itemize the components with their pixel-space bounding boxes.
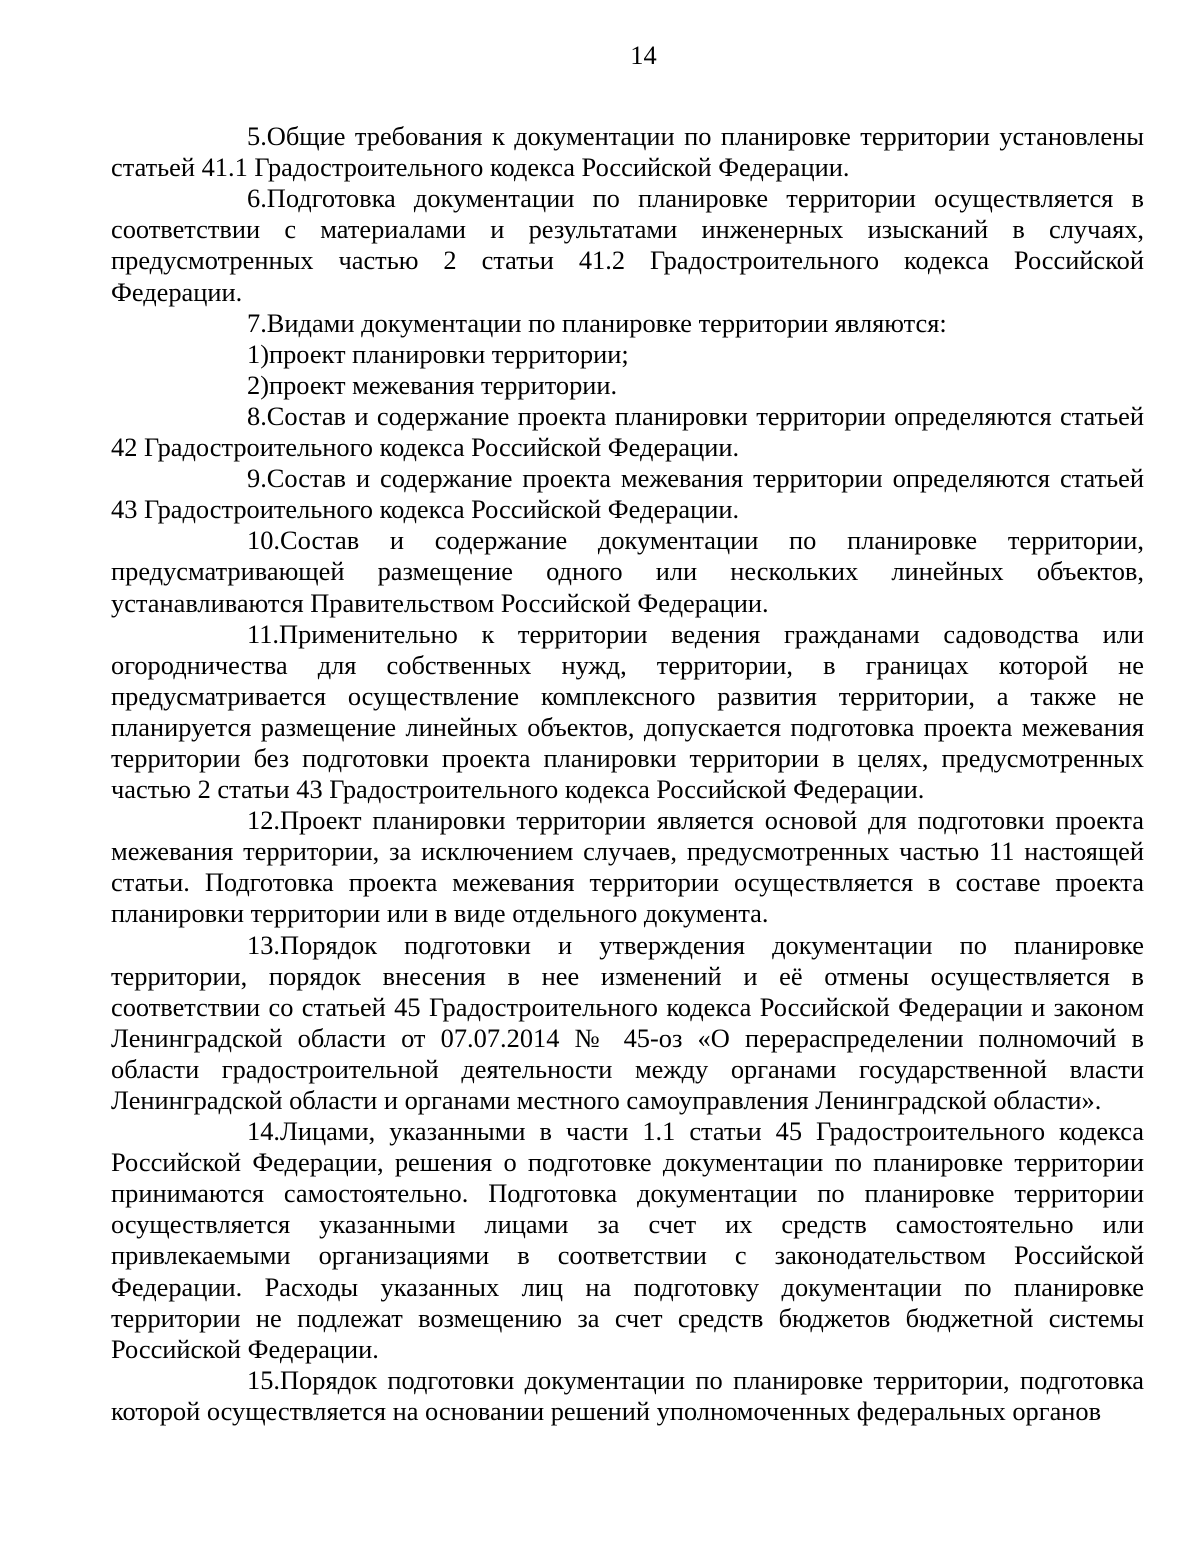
paragraph-number: 5. xyxy=(247,121,267,152)
list-item-text: проект межевания территории. xyxy=(268,369,618,400)
page-number: 14 xyxy=(630,40,657,70)
paragraph-text: Лицами, указанными в части 1.1 статьи 45 Градостроительного кодекса Российской Федерации, решения о подготовке документации по планировке территории принимаются самостоятельно. Подготовка документации по планировке территории осуществляется указанными лицами за счет их средств самостоятельно или привлекаемыми организациями в соответствии с законодательством Российской Федерации. Расходы указанных лиц на подготовку документации по планировке территории не подлежат возмещению за счет средств бюджетов бюджетной системы Российской Федерации. xyxy=(111,1116,1144,1364)
paragraph-11 xyxy=(111,619,1144,806)
paragraph-number: 8. xyxy=(247,400,267,431)
paragraph-text: Порядок подготовки и утверждения документации по планировке территории, порядок внесения в нее изменений и её отмены осуществляется в соответствии со статьей 45 Градостроительного кодекса Российской Федерации и законом Ленинградской области от 07.07.2014 № 45-оз «О перераспределении полномочий в области градостроительной деятельности между органами государственной власти Ленинградской области и органами местного самоуправления Ленинградской области». xyxy=(111,929,1144,1115)
paragraph-text: Состав и содержание проекта планировки территории определяются статьей 42 Градостроительного кодекса Российской Федерации. xyxy=(111,400,1144,463)
paragraph-text: Применительно к территории ведения гражданами садоводства или огородничества для собственных нужд, территории, в границах которой не предусматривается осуществление комплексного развития территории, а также не планируется размещение линейных объектов, допускается подготовка проекта межевания территории без подготовки проекта планировки территории в целях, предусмотренных частью 2 статьи 43 Градостроительного кодекса Российской Федерации. xyxy=(111,618,1144,805)
paragraph-5 xyxy=(111,121,1144,183)
paragraph-number: 9. xyxy=(247,463,267,494)
paragraph-text: Порядок подготовки документации по планировке территории, подготовка которой осуществляется на основании решений уполномоченных федеральных органов xyxy=(111,1364,1144,1426)
paragraph-text: Состав и содержание проекта межевания территории определяются статьей 43 Градостроительного кодекса Российской Федерации. xyxy=(111,463,1144,525)
paragraph-number: 11. xyxy=(247,618,280,649)
paragraph-6 xyxy=(111,183,1144,307)
paragraph-10 xyxy=(111,525,1144,618)
list-item-number: 2) xyxy=(247,369,269,400)
paragraph-number: 12. xyxy=(247,805,280,836)
paragraph-number: 14. xyxy=(247,1116,280,1147)
list-item-2 xyxy=(111,370,1144,401)
paragraph-text: Подготовка документации по планировке территории осуществляется в соответствии с материалами и результатами инженерных изысканий в случаях, предусмотренных частью 2 статьи 41.2 Градостроительного кодекса Российской Федерации. xyxy=(111,183,1144,307)
list-item-number: 1) xyxy=(247,338,269,369)
paragraph-text: Состав и содержание документации по планировке территории, предусматривающей размещение одного или нескольких линейных объектов, устанавливаются Правительством Российской Федерации. xyxy=(111,525,1144,618)
paragraph-13 xyxy=(111,930,1144,1117)
paragraph-9 xyxy=(111,463,1144,525)
list-item-text: проект планировки территории; xyxy=(268,338,629,369)
paragraph-12 xyxy=(111,805,1144,929)
list-item-1 xyxy=(111,339,1144,370)
paragraph-number: 7. xyxy=(247,307,267,338)
paragraph-number: 6. xyxy=(247,183,267,214)
paragraph-text: Видами документации по планировке территории являются: xyxy=(266,307,947,338)
paragraph-8 xyxy=(111,401,1144,463)
paragraph-15 xyxy=(111,1365,1144,1427)
paragraph-number: 15. xyxy=(247,1364,280,1395)
paragraph-7 xyxy=(111,308,1144,339)
paragraph-number: 13. xyxy=(247,929,280,960)
paragraph-14 xyxy=(111,1116,1144,1365)
paragraph-text: Проект планировки территории является основой для подготовки проекта межевания территории, за исключением случаев, предусмотренных частью 11 настоящей статьи. Подготовка проекта межевания территории осуществляется в составе проекта планировки территории или в виде отдельного документа. xyxy=(111,805,1144,929)
paragraph-number: 10. xyxy=(247,525,280,556)
paragraph-text: Общие требования к документации по планировке территории установлены статьей 41.1 Градостроительного кодекса Российской Федерации. xyxy=(111,121,1144,183)
